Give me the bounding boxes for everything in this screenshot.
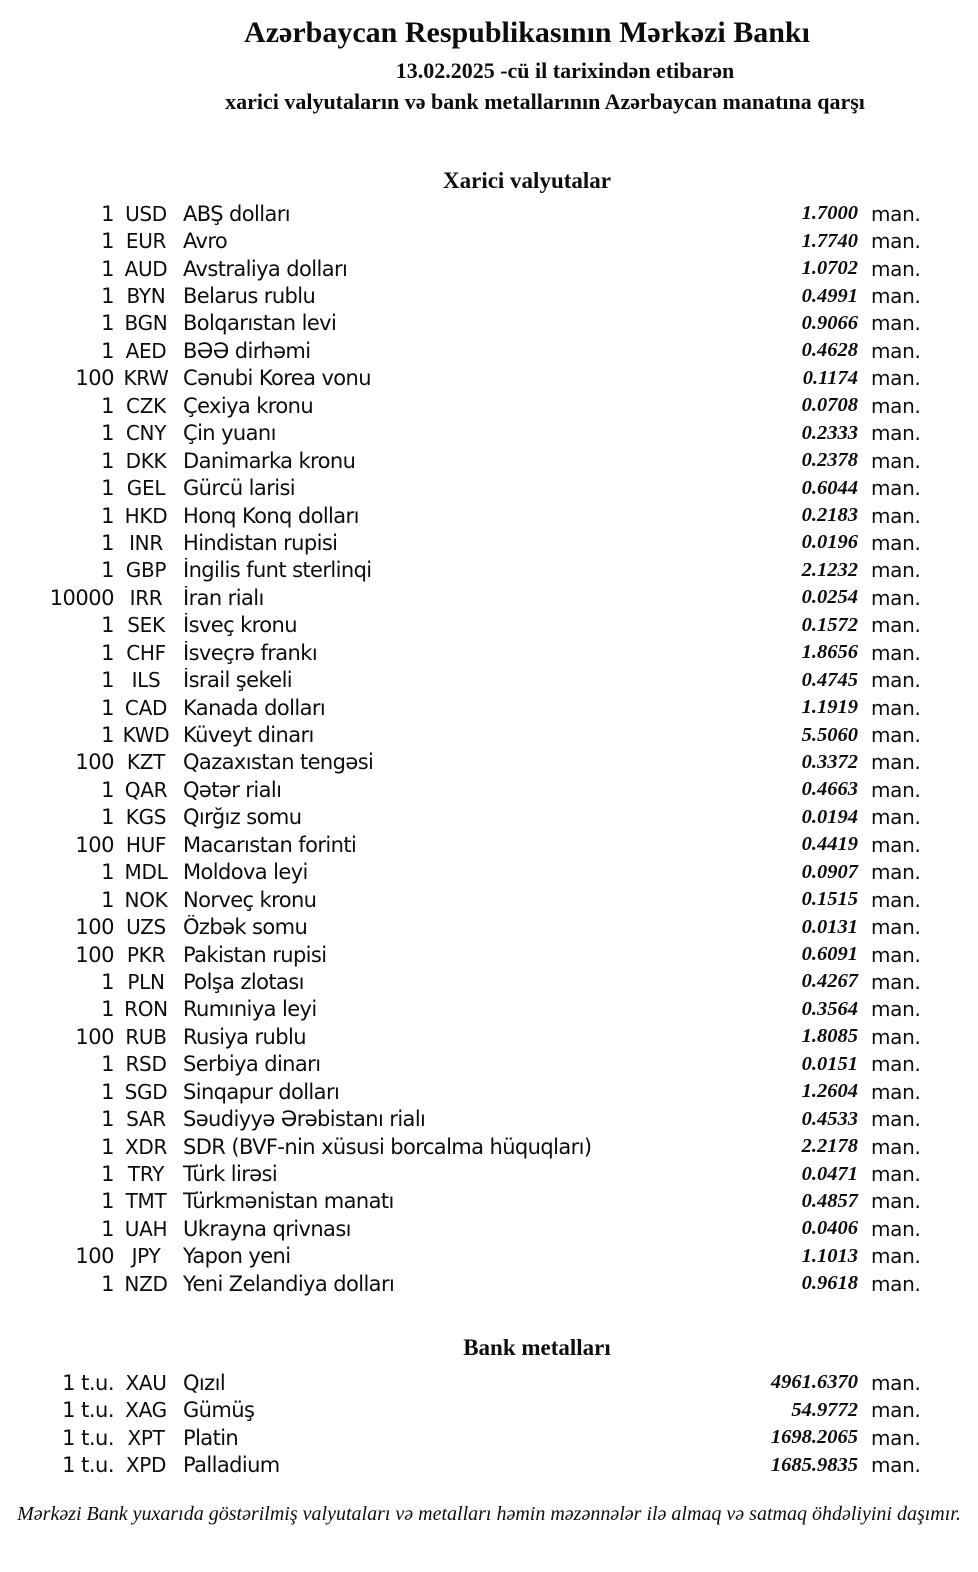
rate-row <box>0 639 930 666</box>
currency-name-cell: Moldova leyi <box>183 860 308 885</box>
currency-code-cell: BYN <box>126 284 166 309</box>
rate-unit-cell: man. <box>871 476 921 501</box>
currency-code-cell: NOK <box>124 887 168 912</box>
currency-name-cell: Avro <box>183 229 228 254</box>
currency-name-cell: Ukrayna qrivnası <box>183 1216 351 1241</box>
currency-code-cell: KGS <box>125 805 167 830</box>
rate-row <box>0 694 930 721</box>
amount-cell: 1 <box>101 311 114 336</box>
rate-value-cell: 1.7000 <box>801 202 858 225</box>
currency-name-cell: Honq Konq dolları <box>183 503 359 528</box>
currency-code-cell: SEK <box>127 613 165 638</box>
rate-unit-cell: man. <box>871 860 921 885</box>
currency-name-cell: SDR (BVF-nin xüsusi borcalma hüquqları) <box>183 1134 592 1159</box>
rate-row <box>0 1369 930 1396</box>
currency-code-cell: PLN <box>127 969 165 994</box>
currency-name-cell: İsrail şekeli <box>183 668 293 693</box>
currency-name-cell: Səudiyyə Ərəbistanı rialı <box>183 1107 426 1132</box>
amount-cell: 1 <box>101 723 114 748</box>
amount-cell: 1 <box>101 201 114 226</box>
rate-row <box>0 612 930 639</box>
rate-value-cell: 0.6091 <box>801 943 858 966</box>
rate-value-cell: 0.0196 <box>801 531 858 554</box>
amount-cell: 1 <box>101 503 114 528</box>
currency-name-cell: ABŞ dolları <box>183 201 290 226</box>
currency-code-cell: KWD <box>122 723 170 748</box>
rate-row <box>0 392 930 419</box>
amount-cell: 1 <box>101 229 114 254</box>
currency-name-cell: Kanada dolları <box>183 695 326 720</box>
rate-value-cell: 1.1013 <box>801 1244 858 1267</box>
rate-row <box>0 584 930 611</box>
amount-cell: 1 <box>101 1052 114 1077</box>
rate-value-cell: 0.0471 <box>801 1162 858 1185</box>
currency-code-cell: AED <box>125 338 167 363</box>
amount-cell: 1 <box>101 393 114 418</box>
amount-cell: 1 <box>101 860 114 885</box>
rate-unit-cell: man. <box>871 585 921 610</box>
rate-unit-cell: man. <box>871 1079 921 1104</box>
amount-cell: 100 <box>75 1244 114 1269</box>
rate-unit-cell: man. <box>871 558 921 583</box>
currency-name-cell: Rumıniya leyi <box>183 997 317 1022</box>
currency-name-cell: Serbiya dinarı <box>183 1052 321 1077</box>
currency-code-cell: CHF <box>126 640 166 665</box>
currency-code-cell: SAR <box>126 1107 166 1132</box>
rate-row <box>0 1078 930 1105</box>
currency-code-cell: HUF <box>125 832 167 857</box>
rate-unit-cell: man. <box>871 256 921 281</box>
rate-row <box>0 1270 930 1297</box>
currency-code-cell: MDL <box>124 860 168 885</box>
amount-cell: 1 t.u. <box>62 1370 114 1395</box>
rate-value-cell: 1.7740 <box>801 229 858 252</box>
currency-name-cell: Qətər rialı <box>183 777 282 802</box>
currency-name-cell: Yeni Zelandiya dolları <box>183 1271 395 1296</box>
rate-unit-cell: man. <box>871 723 921 748</box>
rate-value-cell: 1.8085 <box>801 1025 858 1048</box>
amount-cell: 1 t.u. <box>62 1425 114 1450</box>
amount-cell: 100 <box>75 750 114 775</box>
rate-value-cell: 0.0131 <box>801 915 858 938</box>
rate-unit-cell: man. <box>871 1244 921 1269</box>
rate-unit-cell: man. <box>871 284 921 309</box>
rate-unit-cell: man. <box>871 969 921 994</box>
rate-unit-cell: man. <box>871 1162 921 1187</box>
currency-name-cell: Qırğız somu <box>183 805 302 830</box>
rate-row <box>0 1215 930 1242</box>
currency-name-cell: Cənubi Korea vonu <box>183 366 371 391</box>
rate-row <box>0 804 930 831</box>
rate-value-cell: 0.9618 <box>801 1272 858 1295</box>
rate-unit-cell: man. <box>871 915 921 940</box>
currency-code-cell: TMT <box>125 1189 167 1214</box>
rate-unit-cell: man. <box>871 503 921 528</box>
rate-value-cell: 0.3564 <box>801 997 858 1020</box>
currency-code-cell: KZT <box>126 750 166 775</box>
rate-row <box>0 913 930 940</box>
rate-unit-cell: man. <box>871 1024 921 1049</box>
rate-unit-cell: man. <box>871 1134 921 1159</box>
rate-unit-cell: man. <box>871 997 921 1022</box>
currency-name-cell: Çin yuanı <box>183 421 276 446</box>
rate-value-cell: 0.6044 <box>801 476 858 499</box>
rate-unit-cell: man. <box>871 448 921 473</box>
rate-row <box>0 282 930 309</box>
rate-unit-cell: man. <box>871 201 921 226</box>
amount-cell: 100 <box>75 366 114 391</box>
rate-unit-cell: man. <box>871 229 921 254</box>
rate-unit-cell: man. <box>871 1189 921 1214</box>
currency-code-cell: PKR <box>126 942 166 967</box>
rate-row <box>0 255 930 282</box>
currency-name-cell: Platin <box>183 1425 239 1450</box>
currency-code-cell: ILS <box>131 668 161 693</box>
amount-cell: 10000 <box>49 585 114 610</box>
rate-unit-cell: man. <box>871 1398 921 1423</box>
currency-code-cell: KRW <box>123 366 169 391</box>
currency-code-cell: USD <box>125 201 167 226</box>
rate-value-cell: 0.0254 <box>801 586 858 609</box>
amount-cell: 1 <box>101 668 114 693</box>
rate-value-cell: 0.0406 <box>801 1217 858 1240</box>
rate-unit-cell: man. <box>871 777 921 802</box>
amount-cell: 1 <box>101 448 114 473</box>
rate-value-cell: 0.0194 <box>801 805 858 828</box>
rate-value-cell: 5.5060 <box>801 723 858 746</box>
currency-name-cell: İsveç kronu <box>183 613 297 638</box>
amount-cell: 1 <box>101 421 114 446</box>
rate-unit-cell: man. <box>871 530 921 555</box>
currency-code-cell: HKD <box>124 503 168 528</box>
currency-code-cell: CZK <box>126 393 166 418</box>
currency-name-cell: Macarıstan forinti <box>183 832 357 857</box>
amount-cell: 1 <box>101 640 114 665</box>
rate-unit-cell: man. <box>871 1052 921 1077</box>
amount-cell: 100 <box>75 1024 114 1049</box>
amount-cell: 1 <box>101 1162 114 1187</box>
rate-row <box>0 1243 930 1270</box>
rate-value-cell: 0.2183 <box>801 504 858 527</box>
amount-cell: 1 <box>101 805 114 830</box>
currency-code-cell: RON <box>124 997 168 1022</box>
currency-code-cell: INR <box>129 530 163 555</box>
currency-name-cell: Gümüş <box>183 1398 255 1423</box>
currency-code-cell: BGN <box>124 311 168 336</box>
rate-row <box>0 1188 930 1215</box>
rate-row <box>0 1451 930 1478</box>
currency-name-cell: Polşa zlotası <box>183 969 304 994</box>
currency-name-cell: Küveyt dinarı <box>183 723 314 748</box>
rate-row <box>0 831 930 858</box>
rate-row <box>0 420 930 447</box>
rate-row <box>0 1396 930 1423</box>
currency-code-cell: XAU <box>125 1370 167 1395</box>
rate-row <box>0 447 930 474</box>
rate-row <box>0 310 930 337</box>
amount-cell: 1 <box>101 969 114 994</box>
currency-name-cell: Belarus rublu <box>183 284 316 309</box>
rate-row <box>0 474 930 501</box>
amount-cell: 1 <box>101 530 114 555</box>
amount-cell: 100 <box>75 832 114 857</box>
currency-name-cell: Yapon yeni <box>183 1244 291 1269</box>
rate-value-cell: 0.4267 <box>801 970 858 993</box>
amount-cell: 1 <box>101 1079 114 1104</box>
currency-code-cell: RUB <box>125 1024 167 1049</box>
rate-unit-cell: man. <box>871 887 921 912</box>
currency-code-cell: JPY <box>131 1244 161 1269</box>
amount-cell: 1 <box>101 997 114 1022</box>
amount-cell: 100 <box>75 915 114 940</box>
rate-unit-cell: man. <box>871 421 921 446</box>
rate-value-cell: 0.1515 <box>801 888 858 911</box>
rate-value-cell: 0.4628 <box>801 339 858 362</box>
rate-value-cell: 0.1174 <box>802 366 858 389</box>
rate-row <box>0 968 930 995</box>
currency-code-cell: QAR <box>124 777 168 802</box>
currency-name-cell: Pakistan rupisi <box>183 942 327 967</box>
page-subtitle: xarici valyutaların və bank metallarının Azərbaycan manatına qarşı <box>225 89 865 114</box>
currency-code-cell: RSD <box>125 1052 167 1077</box>
currency-name-cell: İran rialı <box>183 585 264 610</box>
rate-value-cell: 1698.2065 <box>770 1426 858 1449</box>
currency-name-cell: Hindistan rupisi <box>183 530 338 555</box>
rate-value-cell: 1.0702 <box>801 257 858 280</box>
rate-value-cell: 0.4419 <box>801 833 858 856</box>
rate-value-cell: 2.1232 <box>801 558 858 581</box>
rate-value-cell: 1685.9835 <box>770 1453 858 1476</box>
amount-cell: 1 <box>101 695 114 720</box>
rate-row <box>0 529 930 556</box>
rate-unit-cell: man. <box>871 695 921 720</box>
currency-code-cell: SGD <box>124 1079 168 1104</box>
rate-value-cell: 0.2333 <box>801 421 858 444</box>
amount-cell: 1 <box>101 1216 114 1241</box>
amount-cell: 1 <box>101 256 114 281</box>
rate-value-cell: 0.4663 <box>801 778 858 801</box>
currency-code-cell: IRR <box>129 585 163 610</box>
currency-name-cell: Norveç kronu <box>183 887 317 912</box>
rate-unit-cell: man. <box>871 1216 921 1241</box>
currency-name-cell: İsveçrə frankı <box>183 640 318 665</box>
rate-unit-cell: man. <box>871 1107 921 1132</box>
currency-code-cell: UAH <box>124 1216 168 1241</box>
rate-row <box>0 227 930 254</box>
rate-value-cell: 54.9772 <box>791 1398 858 1421</box>
currency-name-cell: Özbək somu <box>183 915 308 940</box>
currency-code-cell: AUD <box>124 256 168 281</box>
currency-name-cell: Qazaxıstan tengəsi <box>183 750 374 775</box>
rate-value-cell: 0.0708 <box>801 394 858 417</box>
rate-value-cell: 4961.6370 <box>770 1371 858 1394</box>
rate-row <box>0 886 930 913</box>
rate-value-cell: 0.4991 <box>801 284 858 307</box>
currency-code-cell: CAD <box>124 695 168 720</box>
rate-row <box>0 1023 930 1050</box>
page-title: Azərbaycan Respublikasının Mərkəzi Bankı <box>244 16 810 49</box>
rate-row <box>0 337 930 364</box>
rate-unit-cell: man. <box>871 750 921 775</box>
rate-row <box>0 200 930 227</box>
amount-cell: 1 <box>101 887 114 912</box>
rate-row <box>0 502 930 529</box>
rate-unit-cell: man. <box>871 1271 921 1296</box>
rate-value-cell: 1.2604 <box>801 1080 858 1103</box>
amount-cell: 100 <box>75 942 114 967</box>
rate-unit-cell: man. <box>871 668 921 693</box>
rate-unit-cell: man. <box>871 393 921 418</box>
currency-rates-table <box>0 200 930 1298</box>
currency-code-cell: TRY <box>127 1162 165 1187</box>
rate-value-cell: 0.2378 <box>801 449 858 472</box>
section-title-foreign-currencies: Xarici valyutalar <box>443 168 611 193</box>
rate-row <box>0 749 930 776</box>
currency-name-cell: Bolqarıstan levi <box>183 311 337 336</box>
rate-value-cell: 1.8656 <box>801 641 858 664</box>
rate-value-cell: 0.0151 <box>801 1052 858 1075</box>
rate-unit-cell: man. <box>871 338 921 363</box>
currency-name-cell: Sinqapur dolları <box>183 1079 340 1104</box>
rate-row <box>0 776 930 803</box>
rate-row <box>0 1160 930 1187</box>
currency-code-cell: XDR <box>124 1134 168 1159</box>
currency-code-cell: EUR <box>125 229 167 254</box>
rate-row <box>0 941 930 968</box>
amount-cell: 1 t.u. <box>62 1398 114 1423</box>
currency-code-cell: GBP <box>125 558 167 583</box>
rate-unit-cell: man. <box>871 832 921 857</box>
currency-name-cell: Rusiya rublu <box>183 1024 306 1049</box>
rate-row <box>0 365 930 392</box>
metal-rates-table <box>0 1369 930 1479</box>
rate-unit-cell: man. <box>871 640 921 665</box>
rate-unit-cell: man. <box>871 311 921 336</box>
currency-name-cell: BƏƏ dirhəmi <box>183 338 311 363</box>
amount-cell: 1 t.u. <box>62 1453 114 1478</box>
rate-row <box>0 1424 930 1451</box>
currency-code-cell: XPT <box>127 1425 165 1450</box>
currency-code-cell: XPD <box>125 1453 167 1478</box>
rate-unit-cell: man. <box>871 1370 921 1395</box>
rate-row <box>0 996 930 1023</box>
currency-name-cell: Palladium <box>183 1453 280 1478</box>
currency-code-cell: XAG <box>125 1398 167 1423</box>
disclaimer-note: Mərkəzi Bank yuxarıda göstərilmiş valyutaları və metalları həmin məzənnələr ilə almaq və satmaq öhdəliyini daşımır. <box>17 1503 961 1525</box>
rate-value-cell: 0.9066 <box>801 311 858 334</box>
currency-code-cell: GEL <box>126 476 166 501</box>
rate-unit-cell: man. <box>871 1425 921 1450</box>
currency-name-cell: Avstraliya dolları <box>183 256 348 281</box>
rate-value-cell: 2.2178 <box>801 1135 858 1158</box>
amount-cell: 1 <box>101 1134 114 1159</box>
currency-name-cell: Danimarka kronu <box>183 448 356 473</box>
rate-value-cell: 0.1572 <box>801 613 858 636</box>
currency-code-cell: CNY <box>125 421 167 446</box>
rate-unit-cell: man. <box>871 1453 921 1478</box>
rate-row <box>0 721 930 748</box>
amount-cell: 1 <box>101 1189 114 1214</box>
rate-row <box>0 1133 930 1160</box>
currency-name-cell: Türkmənistan manatı <box>183 1189 394 1214</box>
amount-cell: 1 <box>101 1107 114 1132</box>
rate-value-cell: 1.1919 <box>801 696 858 719</box>
rate-value-cell: 0.3372 <box>801 750 858 773</box>
amount-cell: 1 <box>101 284 114 309</box>
rate-row <box>0 859 930 886</box>
rate-row <box>0 1105 930 1132</box>
currency-code-cell: DKK <box>125 448 167 473</box>
rate-unit-cell: man. <box>871 613 921 638</box>
effective-date: 13.02.2025 -cü il tarixindən etibarən <box>395 58 735 83</box>
amount-cell: 1 <box>101 338 114 363</box>
rate-value-cell: 0.4857 <box>801 1189 858 1212</box>
section-title-bank-metals: Bank metalları <box>463 1335 611 1360</box>
currency-name-cell: Qızıl <box>183 1370 226 1395</box>
rate-row <box>0 557 930 584</box>
currency-code-cell: NZD <box>124 1271 168 1296</box>
amount-cell: 1 <box>101 613 114 638</box>
currency-name-cell: Çexiya kronu <box>183 393 314 418</box>
rate-value-cell: 0.4533 <box>801 1107 858 1130</box>
currency-name-cell: Gürcü larisi <box>183 476 296 501</box>
currency-name-cell: Türk lirəsi <box>183 1162 278 1187</box>
rate-unit-cell: man. <box>871 366 921 391</box>
rate-unit-cell: man. <box>871 942 921 967</box>
amount-cell: 1 <box>101 558 114 583</box>
rate-value-cell: 0.0907 <box>801 860 858 883</box>
amount-cell: 1 <box>101 777 114 802</box>
currency-name-cell: İngilis funt sterlinqi <box>183 558 372 583</box>
rate-unit-cell: man. <box>871 805 921 830</box>
rate-row <box>0 1051 930 1078</box>
amount-cell: 1 <box>101 476 114 501</box>
currency-code-cell: UZS <box>126 915 166 940</box>
amount-cell: 1 <box>101 1271 114 1296</box>
rate-value-cell: 0.4745 <box>801 668 858 691</box>
rate-row <box>0 666 930 693</box>
